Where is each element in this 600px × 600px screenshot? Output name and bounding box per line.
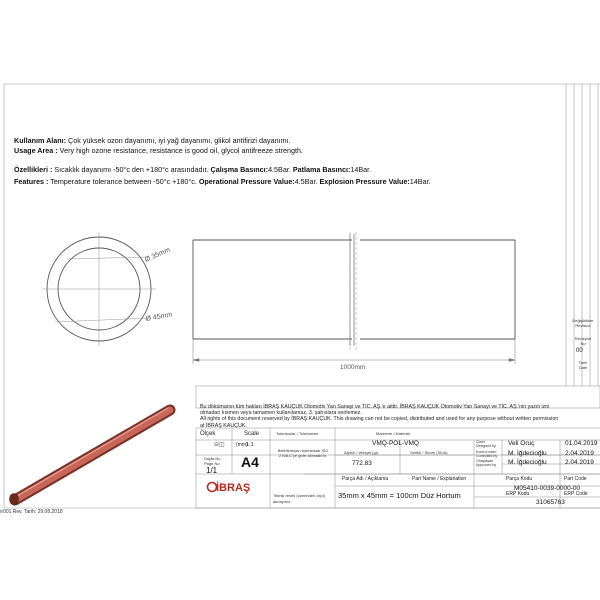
op-pressure-tr-value: 4.5Bar.: [268, 165, 293, 174]
part-name: 35mm x 45mm = 100cm Düz Hortum: [338, 491, 461, 500]
designed-label-en: Designed by: [476, 444, 496, 448]
approved-label-tr: Onaylayan: [476, 459, 494, 463]
material-label: Malzeme / Material: [376, 431, 410, 436]
approved-label-en: Approved by: [476, 463, 497, 467]
part-name-label-en: Part Name / Explanation: [412, 476, 467, 482]
company-logo: [208, 481, 251, 494]
usage-en-label: Usage Area :: [14, 146, 58, 155]
weight-label: Ağırlık / Weight (gr): [344, 450, 379, 455]
weight-value: 772.83: [352, 460, 372, 467]
inner-diameter-label: Ø 35mm: [143, 246, 172, 264]
page-value: 1/1: [206, 466, 218, 475]
burst-en-label: Explosion Pressure Value:: [319, 177, 410, 186]
scale-label: Ölçek: [200, 431, 216, 437]
page-label-en: Page No: [204, 461, 220, 466]
revision-header: [566, 318, 600, 328]
controlled-by: M. İğdecioğlu: [508, 450, 547, 457]
erp-label-tr: ERP Kodu: [506, 491, 530, 497]
copyright-notice: [200, 404, 560, 429]
revision-header-en: Revision: [575, 323, 591, 328]
op-pressure-en-label: Operational Pressure Value:: [198, 177, 295, 186]
revision-no-tr: Revizyon: [574, 336, 592, 341]
material-value: VMQ-POL-VMQ: [372, 440, 419, 447]
controlled-date: 2.04.2019: [565, 450, 594, 457]
features-tr-line: [14, 165, 371, 174]
tolerance-text: Belirtilmeyen toleranslar ISO 2768-C'ye göre alınmalıdır.: [277, 448, 329, 458]
designed-by: Veli Oruç: [508, 440, 535, 447]
controlled-label-en: Controlled by: [476, 454, 498, 458]
page-label-tr: Sayfa No: [204, 456, 221, 461]
tolerance-label: Toleranslar / Tolerances: [276, 431, 319, 436]
features-tr-label: Özellikleri :: [14, 165, 53, 174]
technical-note: Teknik resmi (üzerinden ölçü) almayınız: [273, 493, 326, 504]
approved-label: [476, 459, 496, 467]
controlled-label: [476, 450, 497, 458]
designed-label: [476, 440, 496, 448]
revision-date-en: Date: [578, 365, 588, 370]
op-pressure-en-value: 4.5Bar.: [294, 177, 320, 186]
features-en-text: Temperature tolerance between -50°c +180°c.: [48, 177, 199, 186]
approved-by: M. İğdecioğlu: [508, 459, 547, 466]
copyright-en: All rights of this document reserved by İBRAŞ KAUÇUK. This drawing can not be copied, distributed and used for any purpose without written permission at İBRAŞ KAUÇUK.: [200, 416, 559, 429]
copyright-tr: Bu dökümanın tüm hakları İBRAŞ KAUÇUK Otomotiv Yan Sanayi ve TİC. AŞ.'e aittir. İBRAŞ KAUÇUK Otomotiv Yan Sanayi ve TİC. AŞ.'nin yazılı izni olmadan kısmen veya tamamen kullanılamaz, 3. şahıslara verilemez.: [200, 404, 550, 417]
outer-diameter-label: Ø 45mm: [145, 311, 173, 323]
op-pressure-tr-label: Çalışma Basıncı:: [210, 165, 269, 174]
scale-value: 1:1: [246, 442, 254, 448]
side-view-center-lines: [350, 232, 356, 350]
hose-3d-image: [10, 408, 171, 505]
part-name-label-tr: Parça Adı / Açıklama: [342, 476, 389, 482]
usage-tr-text: Çok yüksek ozon dayanımı, iyi yağ dayanımı, glikol antifirizi dayanımı.: [66, 136, 291, 145]
part-code-label-tr: Parça Kodu: [506, 476, 533, 482]
scale-header: Scale: [244, 431, 260, 437]
erp-label-en: ERP Code: [564, 491, 588, 497]
designed-label-tr: Çizen: [476, 440, 486, 444]
usage-en-line: [14, 146, 303, 155]
burst-tr-label: Patlama Basıncı:: [292, 165, 351, 174]
usage-en-text: Very high ozone resistance, resistance is good oil, glycol antifreeze strength.: [57, 146, 303, 155]
controlled-label-tr: Kontrol eden: [476, 450, 497, 454]
features-en-label: Features :: [14, 177, 49, 186]
scale-icon: ⊖◫: [214, 442, 225, 448]
usage-tr-line: [14, 136, 291, 145]
revision-no-cell: [566, 336, 600, 346]
part-code: M05410-0039-0000-00: [514, 485, 581, 492]
features-en-line: [14, 177, 431, 186]
burst-tr-value: 14Bar.: [350, 165, 372, 174]
approved-date: 2.04.2019: [565, 459, 594, 466]
length-label: 1000mm: [340, 364, 366, 371]
erp-code: 31065763: [536, 499, 565, 506]
paper-size: A4: [241, 454, 259, 470]
scale-unit: (mm): [236, 442, 248, 448]
revision-date-tr: Tarih: [578, 360, 588, 365]
shore-label: Sertlik / Shore (Sh/A): [410, 450, 448, 455]
usage-tr-label: Kullanım Alanı:: [14, 136, 67, 145]
designed-date: 01.04.2019: [565, 440, 598, 447]
revision-date-cell: [566, 360, 600, 370]
revision-no-en: No: [580, 341, 586, 346]
revision-header-tr: Değişiklikler: [572, 318, 594, 323]
features-tr-text: Sıcaklık dayanımı -50°c den +180°c arasındadır.: [52, 165, 211, 174]
part-code-label-en: Part Code: [564, 476, 587, 482]
side-view: [193, 234, 515, 346]
footer-revision-date: ır001 Rev. Tarih: 29.08.2018: [0, 509, 63, 515]
logo-text: İBRAŞ: [216, 482, 251, 494]
burst-en-value: 14Bar.: [409, 177, 431, 186]
cross-section-view: [42, 232, 156, 346]
revision-value: 00: [576, 348, 583, 354]
